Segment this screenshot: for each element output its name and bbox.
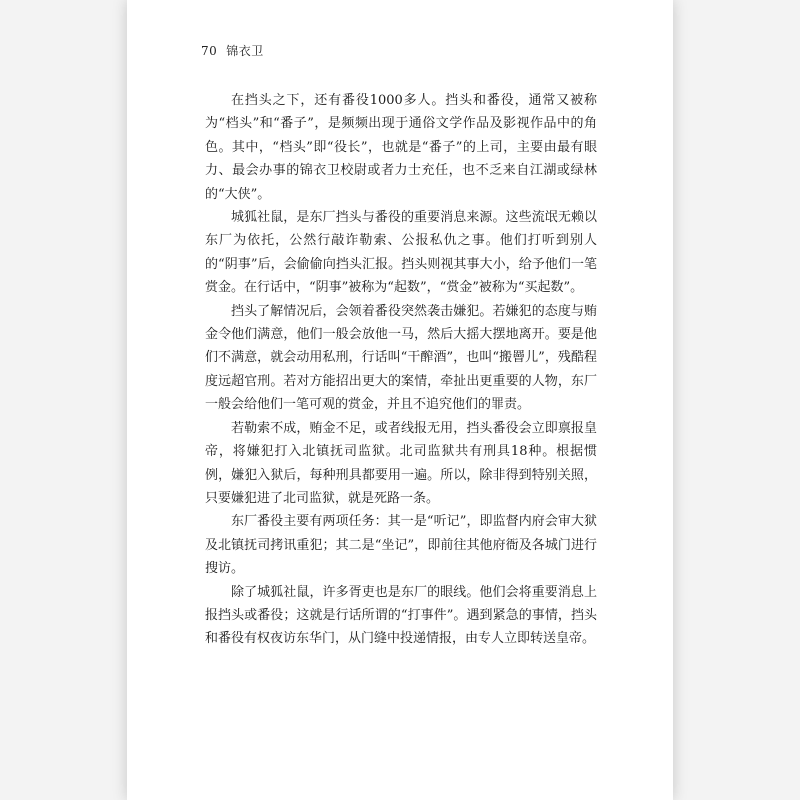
running-head (201, 42, 273, 59)
paragraph: 挡头了解情况后，会领着番役突然袭击嫌犯。若嫌犯的态度与贿金令他们满意，他们一般会放他一马，然后大摇大摆地离开。要是他们不满意，就会动用私刑，行话叫“干醡酒”，也叫“搬罾儿”，残酷程度远超官刑。若对方能招出更大的案情，牵扯出更重要的人物，东厂一般会给他们一笔可观的赏金，并且不追究他们的罪责。 (205, 303, 597, 413)
book-title: 锦衣卫 (226, 44, 264, 58)
body-text (205, 89, 597, 651)
paragraph: 除了城狐社鼠，许多胥吏也是东厂的眼线。他们会将重要消息上报挡头或番役；这就是行话所谓的“打事件”。遇到紧急的事情，挡头和番役有权夜访东华门，从门缝中投递情报，由专人立即转送皇帝。 (205, 584, 597, 647)
paragraph: 城狐社鼠，是东厂挡头与番役的重要消息来源。这些流氓无赖以东厂为依托，公然行敲诈勒索、公报私仇之事。他们打听到别人的“阴事”后，会偷偷向挡头汇报。挡头则视其事大小，给予他们一笔赏金。在行话中，“阴事”被称为“起数”，“赏金”被称为“买起数”。 (205, 210, 597, 296)
paragraph: 在挡头之下，还有番役1000多人。挡头和番役，通常又被称为“档头”和“番子”，是频频出现于通俗文学作品及影视作品中的角色。其中，“档头”即“役长”，也就是“番子”的上司，主要由最有眼力、最会办事的锦衣卫校尉或者力士充任，也不乏来自江湖或绿林的“大侠”。 (205, 93, 597, 202)
paragraph: 若勒索不成，贿金不足，或者线报无用，挡头番役会立即禀报皇帝，将嫌犯打入北镇抚司监狱。北司监狱共有刑具18种。根据惯例，嫌犯入狱后，每种刑具都要用一遍。所以，除非得到特别关照，只要嫌犯进了北司监狱，就是死路一条。 (205, 420, 597, 506)
book-page (127, 0, 673, 800)
page-number: 70 (201, 44, 218, 58)
paragraph: 东厂番役主要有两项任务：其一是“听记”，即监督内府会审大狱及北镇抚司拷讯重犯；其二是“坐记”，即前往其他府衙及各城门进行搜访。 (205, 514, 597, 577)
